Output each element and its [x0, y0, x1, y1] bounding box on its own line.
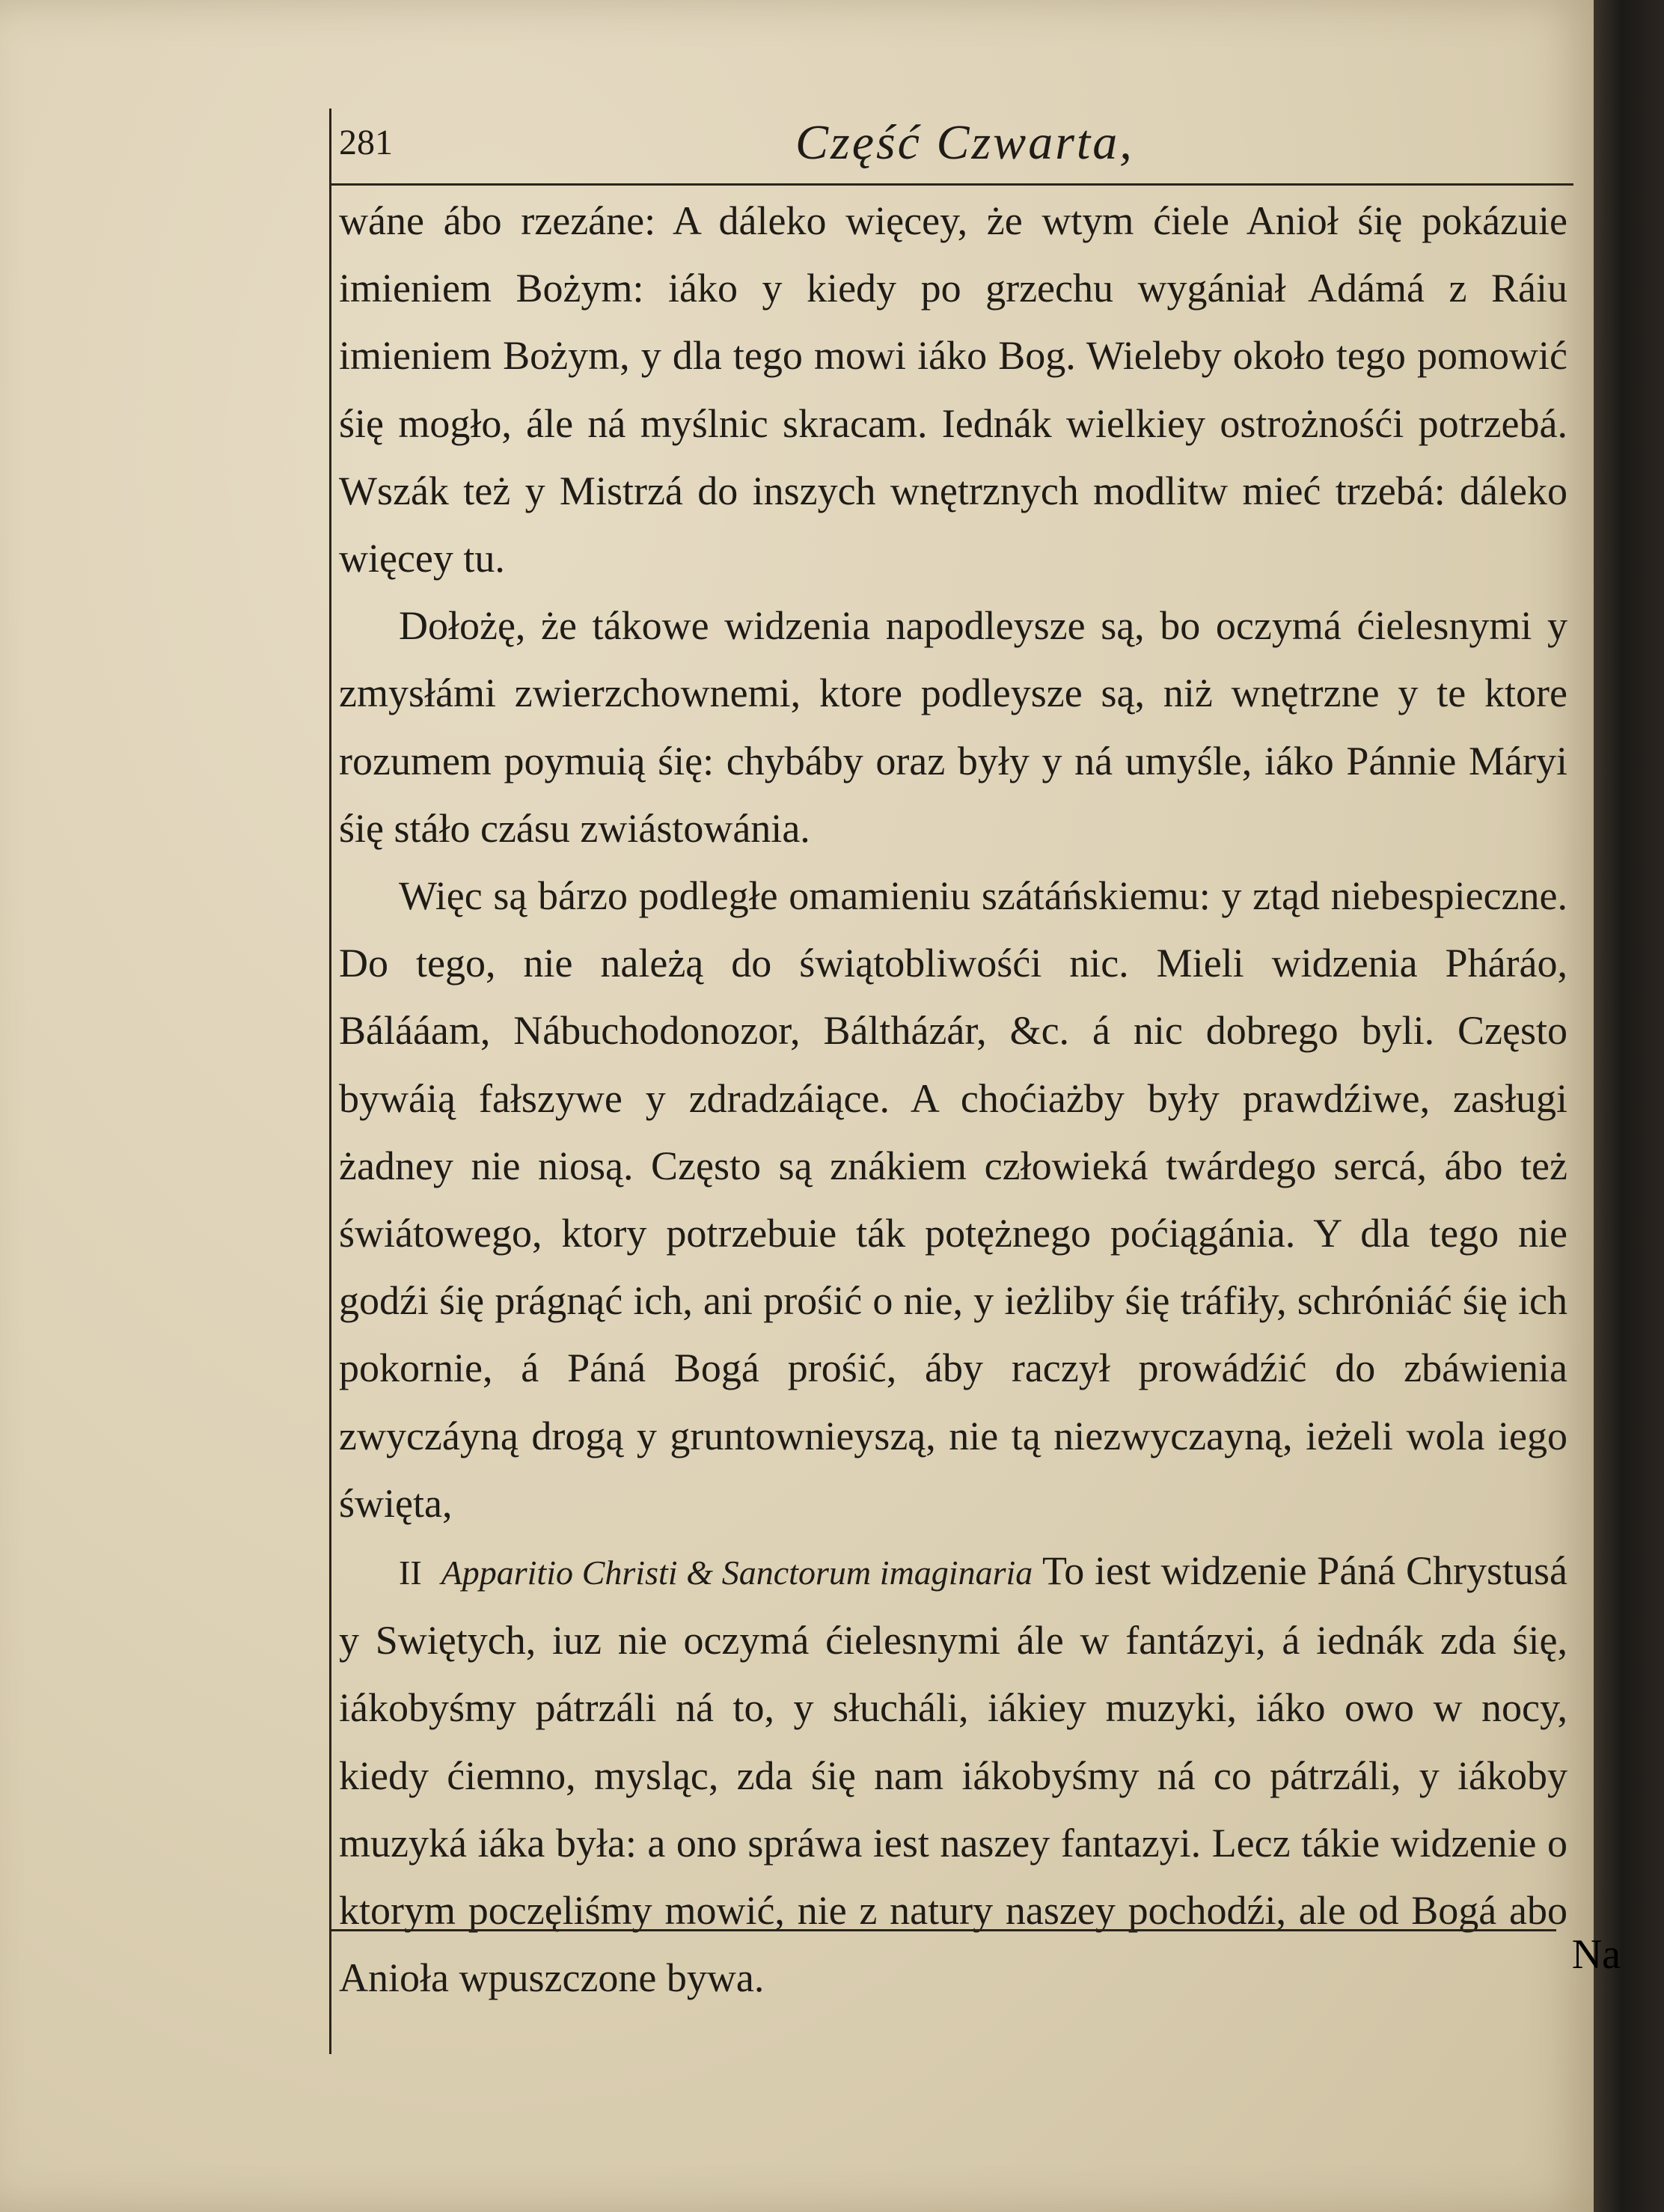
paragraph-4-text: To iest widzenie Páná Chrystusá y Swiętych, iuz nie oczymá ćielesnymi ále w fantázyi, á iednák zda śię, iákobyśmy pátrzáli ná to, y słucháli, iákiey muzyki, iáko owo w nocy, kiedy ćiemno, mysląc, zda śię nam iákobyśmy ná co pátrzáli, y iákoby muzyká iáka była: a ono spráwa iest naszey fantazyi. Lecz tákie widzenie o ktorym poczęliśmy mowić, nie z natury naszey pochodźi, ale od Bogá abo Anioła wpuszczone bywa.: [339, 1548, 1567, 2001]
page-number: 281: [339, 123, 393, 162]
book-binding-edge: [1594, 0, 1664, 2212]
paragraph-2: Dołożę, że tákowe widzenia napodleysze są, bo oczymá ćielesnymi y zmysłámi zwierzchownemi, ktore podleysze są, niż wnętrzne y te ktore rozumem poymuią śię: chybáby oraz były y ná umyśle, iáko Pánnie Máryi śię stáło czásu zwiástowánia.: [339, 603, 1567, 851]
paragraph-1: wáne ábo rzezáne: A dáleko więcey, że wtym ćiele Anioł śię pokázuie imieniem Bożym: iáko y kiedy po grzechu wygániał Adámá z Ráiu imieniem Bożym, y dla tego mowi iáko Bog. Wieleby około tego pomowić śię mogło, ále ná myślnic skracam. Iednák wielkiey ostrożnośći potrzebá. Wszák też y Mistrzá do inszych wnętrznych modlitw mieć trzebá: dáleko więcey tu.: [339, 198, 1567, 581]
page-header: [331, 109, 1573, 186]
body-text: [331, 186, 1573, 2011]
latin-heading: Apparitio Christi & Sanctorum imaginaria: [441, 1553, 1033, 1592]
catchword: Na: [1571, 1931, 1621, 1978]
text-block: [329, 109, 1573, 2054]
section-number: II: [399, 1553, 422, 1592]
paragraph-3: Więc są bárzo podległe omamieniu szátáńskiemu: y ztąd niebespieczne. Do tego, nie należą do świątobliwośći nic. Mieli widzenia Pháráo, Bálááam, Nábuchodonozor, Báltházár, &c. á nic dobrego byli. Często bywáią fałszywe y zdradzáiące. A choćiażby były prawdźiwe, zasługi żadney nie niosą. Często są znákiem człowieká twárdego sercá, ábo też świátowego, ktory potrzebuie ták potężnego poćiągánia. Y dla tego nie godźi śię prágnąć ich, ani prośić o nie, y ieżliby śię tráfiły, schróniáć śię ich pokornie, á Páná Bogá prośić, áby raczył prowádźić do zbáwienia zwyczáyną drogą y gruntownieyszą, nie tą niezwyczayną, ieżeli wola iego święta,: [339, 873, 1567, 1526]
running-head: Część Czwarta,: [795, 115, 1134, 170]
bottom-rule: [329, 1929, 1556, 1931]
paragraph-4: [339, 1537, 1567, 2011]
